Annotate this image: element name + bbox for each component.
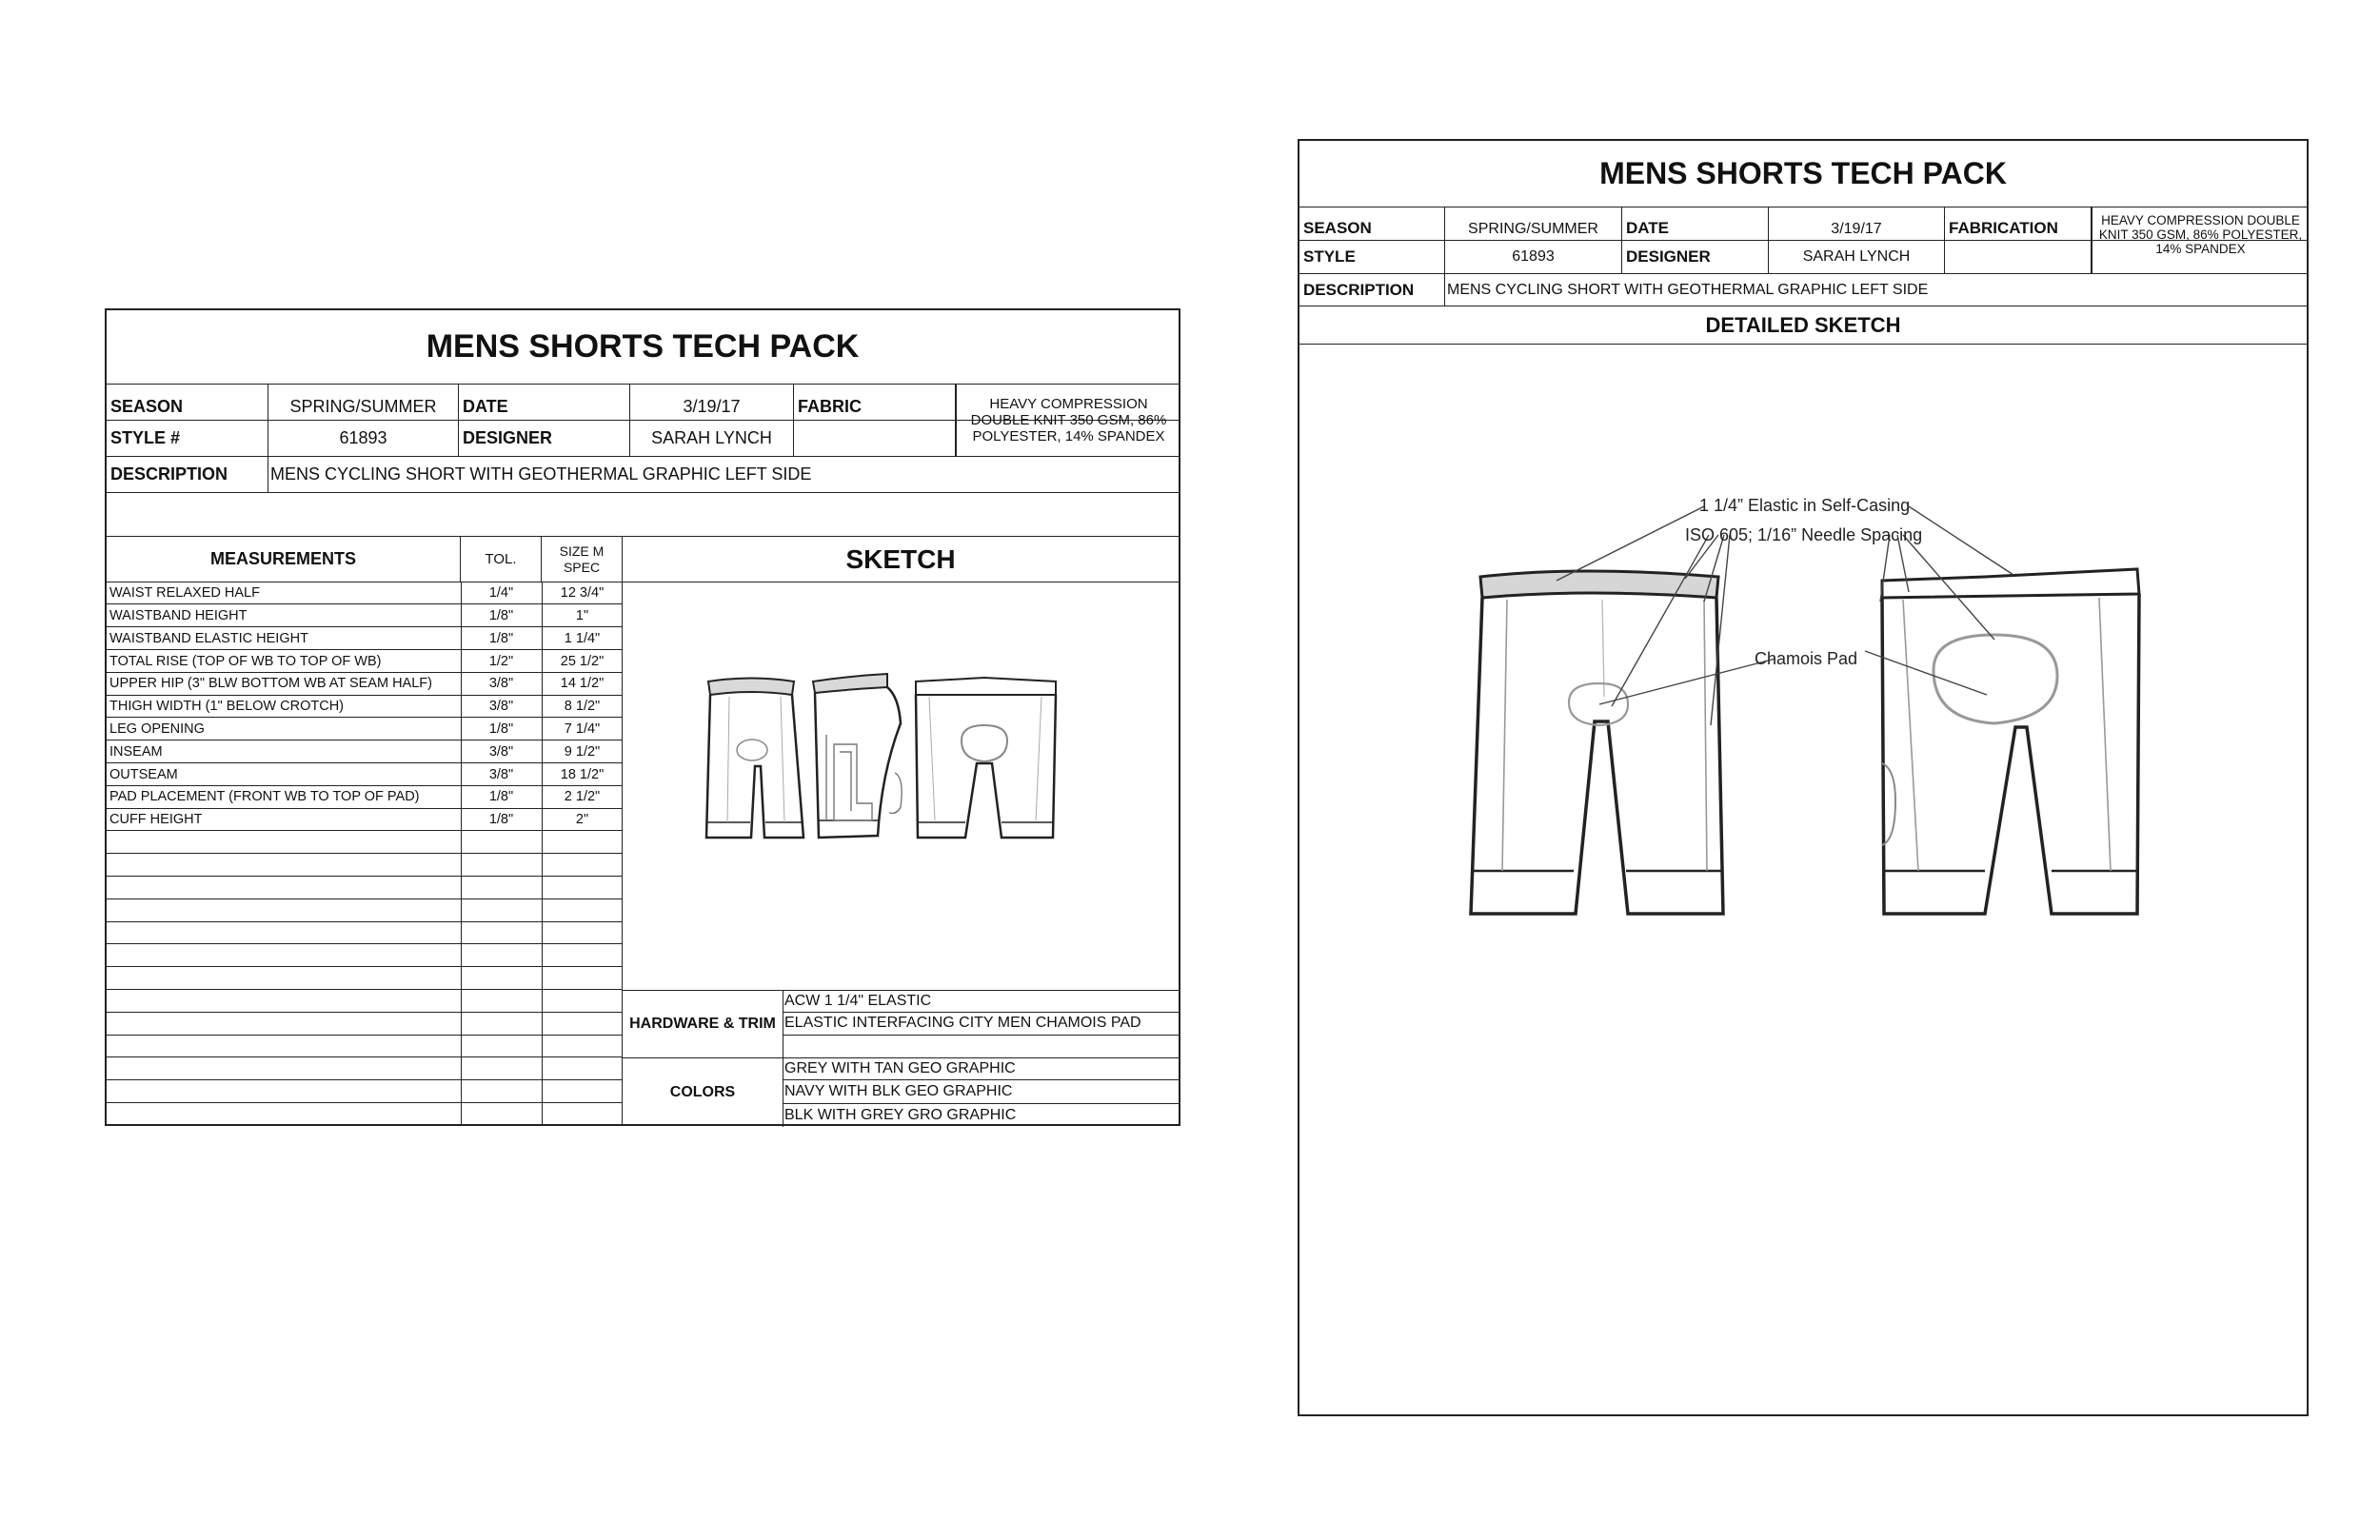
measurement-name: WAISTBAND HEIGHT [109, 607, 248, 623]
table-row [107, 673, 623, 695]
table-row [107, 605, 623, 627]
table-row [107, 809, 623, 831]
chamois-pad-callout: Chamois Pad [1755, 649, 1858, 668]
table-row [107, 899, 623, 921]
right-style-value: 61893 [1445, 241, 1622, 273]
detailed-sketch-area [1299, 345, 2307, 1414]
measurement-tol: 1/2" [488, 653, 514, 669]
measurement-tol: 1/8" [488, 789, 514, 805]
measurement-name: OUTSEAM [109, 766, 178, 782]
colors-label: COLORS [669, 1083, 736, 1100]
color-item: NAVY WITH BLK GEO GRAPHIC [783, 1080, 1180, 1103]
measurement-spec: 1" [575, 607, 589, 623]
fabric-value: HEAVY COMPRESSION DOUBLE KNIT 350 GSM, 86% POLYESTER, 14% SPANDEX [956, 385, 1180, 457]
measurement-tol: 1/4" [488, 585, 514, 602]
sketch-header: SKETCH [845, 543, 956, 574]
fabric-label: FABRIC [794, 385, 956, 420]
season-value: SPRING/SUMMER [268, 385, 459, 420]
right-title-row [1299, 141, 2307, 207]
measurement-name: CUFF HEIGHT [109, 812, 203, 828]
detailed-sketch-header: DETAILED SKETCH [1705, 312, 1901, 337]
measurements-header-row [107, 537, 1179, 582]
table-row [107, 650, 623, 672]
measurement-name: TOTAL RISE (TOP OF WB TO TOP OF WB) [109, 653, 382, 669]
hardware-item: ACW 1 1/4" ELASTIC [783, 991, 1180, 1013]
right-designer-value: SARAH LYNCH [1769, 241, 1945, 273]
table-row [107, 855, 623, 877]
table-row [107, 696, 623, 718]
measurement-name: WAIST RELAXED HALF [109, 585, 260, 602]
side-short-thumb [813, 674, 902, 838]
table-row [107, 1036, 623, 1057]
table-row [107, 990, 623, 1012]
table-row [107, 582, 623, 604]
measurement-spec: 8 1/2" [564, 699, 601, 715]
table-row [107, 1081, 623, 1103]
table-row [107, 832, 623, 854]
measurement-tol: 1/8" [488, 721, 514, 737]
measurement-spec: 12 3/4" [560, 585, 605, 602]
right-season-value: SPRING/SUMMER [1445, 207, 1622, 240]
left-blank-row [107, 493, 1179, 537]
hardware-item [783, 1036, 1180, 1057]
table-row [107, 719, 623, 740]
table-row [107, 922, 623, 944]
table-row [107, 628, 623, 650]
left-tech-pack-sheet [105, 308, 1180, 1126]
sketch-area [623, 582, 1180, 990]
table-row [107, 786, 623, 808]
table-row [107, 877, 623, 898]
date-value: 3/19/17 [630, 385, 794, 420]
detailed-sketch-drawing [1299, 345, 2307, 1414]
right-style-label: STYLE [1299, 241, 1445, 273]
measurement-spec: 25 1/2" [560, 653, 605, 669]
description-value: MENS CYCLING SHORT WITH GEOTHERMAL GRAPHIC LEFT SIDE [270, 464, 812, 484]
right-description-row [1299, 274, 2307, 306]
detailed-sketch-header-row [1299, 306, 2307, 345]
measurement-name: PAD PLACEMENT (FRONT WB TO TOP OF PAD) [109, 789, 420, 805]
measurement-spec: 14 1/2" [560, 676, 605, 692]
left-thumbnail-sketches [623, 582, 1180, 990]
right-season-label: SEASON [1299, 207, 1445, 240]
table-row [107, 945, 623, 967]
measurement-tol: 3/8" [488, 676, 514, 692]
right-date-label: DATE [1622, 207, 1769, 240]
measurement-tol: 1/8" [488, 812, 514, 828]
measurement-name: THIGH WIDTH (1" BELOW CROTCH) [109, 699, 344, 715]
measurement-name: UPPER HIP (3" BLW BOTTOM WB AT SEAM HALF) [109, 676, 432, 692]
measurement-name: INSEAM [109, 743, 163, 760]
style-value: 61893 [268, 421, 459, 456]
measurements-header: MEASUREMENTS [107, 537, 461, 582]
right-tech-pack-sheet [1298, 139, 2309, 1416]
table-row [107, 1058, 623, 1080]
designer-label: DESIGNER [459, 421, 630, 456]
color-item: GREY WITH TAN GEO GRAPHIC [783, 1057, 1180, 1080]
front-short-thumb [706, 679, 803, 839]
left-page-title: MENS SHORTS TECH PACK [426, 328, 860, 365]
table-row [107, 741, 623, 763]
back-short-detailed [1882, 569, 2139, 914]
measurement-spec: 1 1/4" [564, 630, 601, 646]
measurement-tol: 1/8" [488, 630, 514, 646]
measurement-name: LEG OPENING [109, 721, 205, 737]
elastic-callout: 1 1/4” Elastic in Self-Casing [1699, 496, 1911, 515]
right-page-title: MENS SHORTS TECH PACK [1599, 156, 2007, 190]
measurement-spec: 18 1/2" [560, 766, 605, 782]
style-label: STYLE # [107, 421, 268, 456]
measurement-tol: 1/8" [488, 607, 514, 623]
measurement-spec: 2" [575, 812, 589, 828]
table-row [107, 1013, 623, 1035]
description-label: DESCRIPTION [107, 457, 268, 492]
tol-header: TOL. [461, 537, 542, 582]
measurements-table [107, 582, 623, 1126]
measurement-tol: 3/8" [488, 743, 514, 760]
fabric-blank [794, 421, 956, 456]
fabrication-label: FABRICATION [1945, 207, 2092, 240]
measurement-spec: 2 1/2" [564, 789, 601, 805]
table-row [107, 1103, 623, 1125]
spec-header: SIZE M SPEC [542, 537, 623, 582]
color-item: BLK WITH GREY GRO GRAPHIC [784, 1106, 1017, 1123]
designer-value: SARAH LYNCH [630, 421, 794, 456]
fabrication-value: HEAVY COMPRESSION DOUBLE KNIT 350 GSM, 86% POLYESTER, 14% SPANDEX [2092, 207, 2309, 274]
measurement-spec: 9 1/2" [564, 743, 601, 760]
right-description-value: MENS CYCLING SHORT WITH GEOTHERMAL GRAPHIC LEFT SIDE [1447, 281, 1929, 298]
measurement-tol: 3/8" [488, 766, 514, 782]
fabrication-blank [1945, 241, 2092, 273]
right-date-value: 3/19/17 [1769, 207, 1945, 240]
date-label: DATE [459, 385, 630, 420]
hardware-label: HARDWARE & TRIM [629, 1016, 776, 1032]
measurement-spec: 7 1/4" [564, 721, 601, 737]
season-label: SEASON [107, 385, 268, 420]
left-title-row [107, 310, 1179, 385]
front-short-detailed [1471, 571, 1723, 914]
stitch-callout: ISO 605; 1/16” Needle Spacing [1685, 525, 1923, 544]
right-description-label: DESCRIPTION [1299, 274, 1445, 306]
hardware-colors-block [623, 990, 1180, 1127]
left-description-row [107, 457, 1179, 493]
right-designer-label: DESIGNER [1622, 241, 1769, 273]
measurement-name: WAISTBAND ELASTIC HEIGHT [109, 630, 308, 646]
callout-labels [1685, 496, 1922, 668]
hardware-item: ELASTIC INTERFACING CITY MEN CHAMOIS PAD [783, 1013, 1180, 1035]
table-row [107, 968, 623, 990]
back-short-thumb [916, 678, 1056, 838]
measurement-tol: 3/8" [488, 699, 514, 715]
table-row [107, 763, 623, 785]
